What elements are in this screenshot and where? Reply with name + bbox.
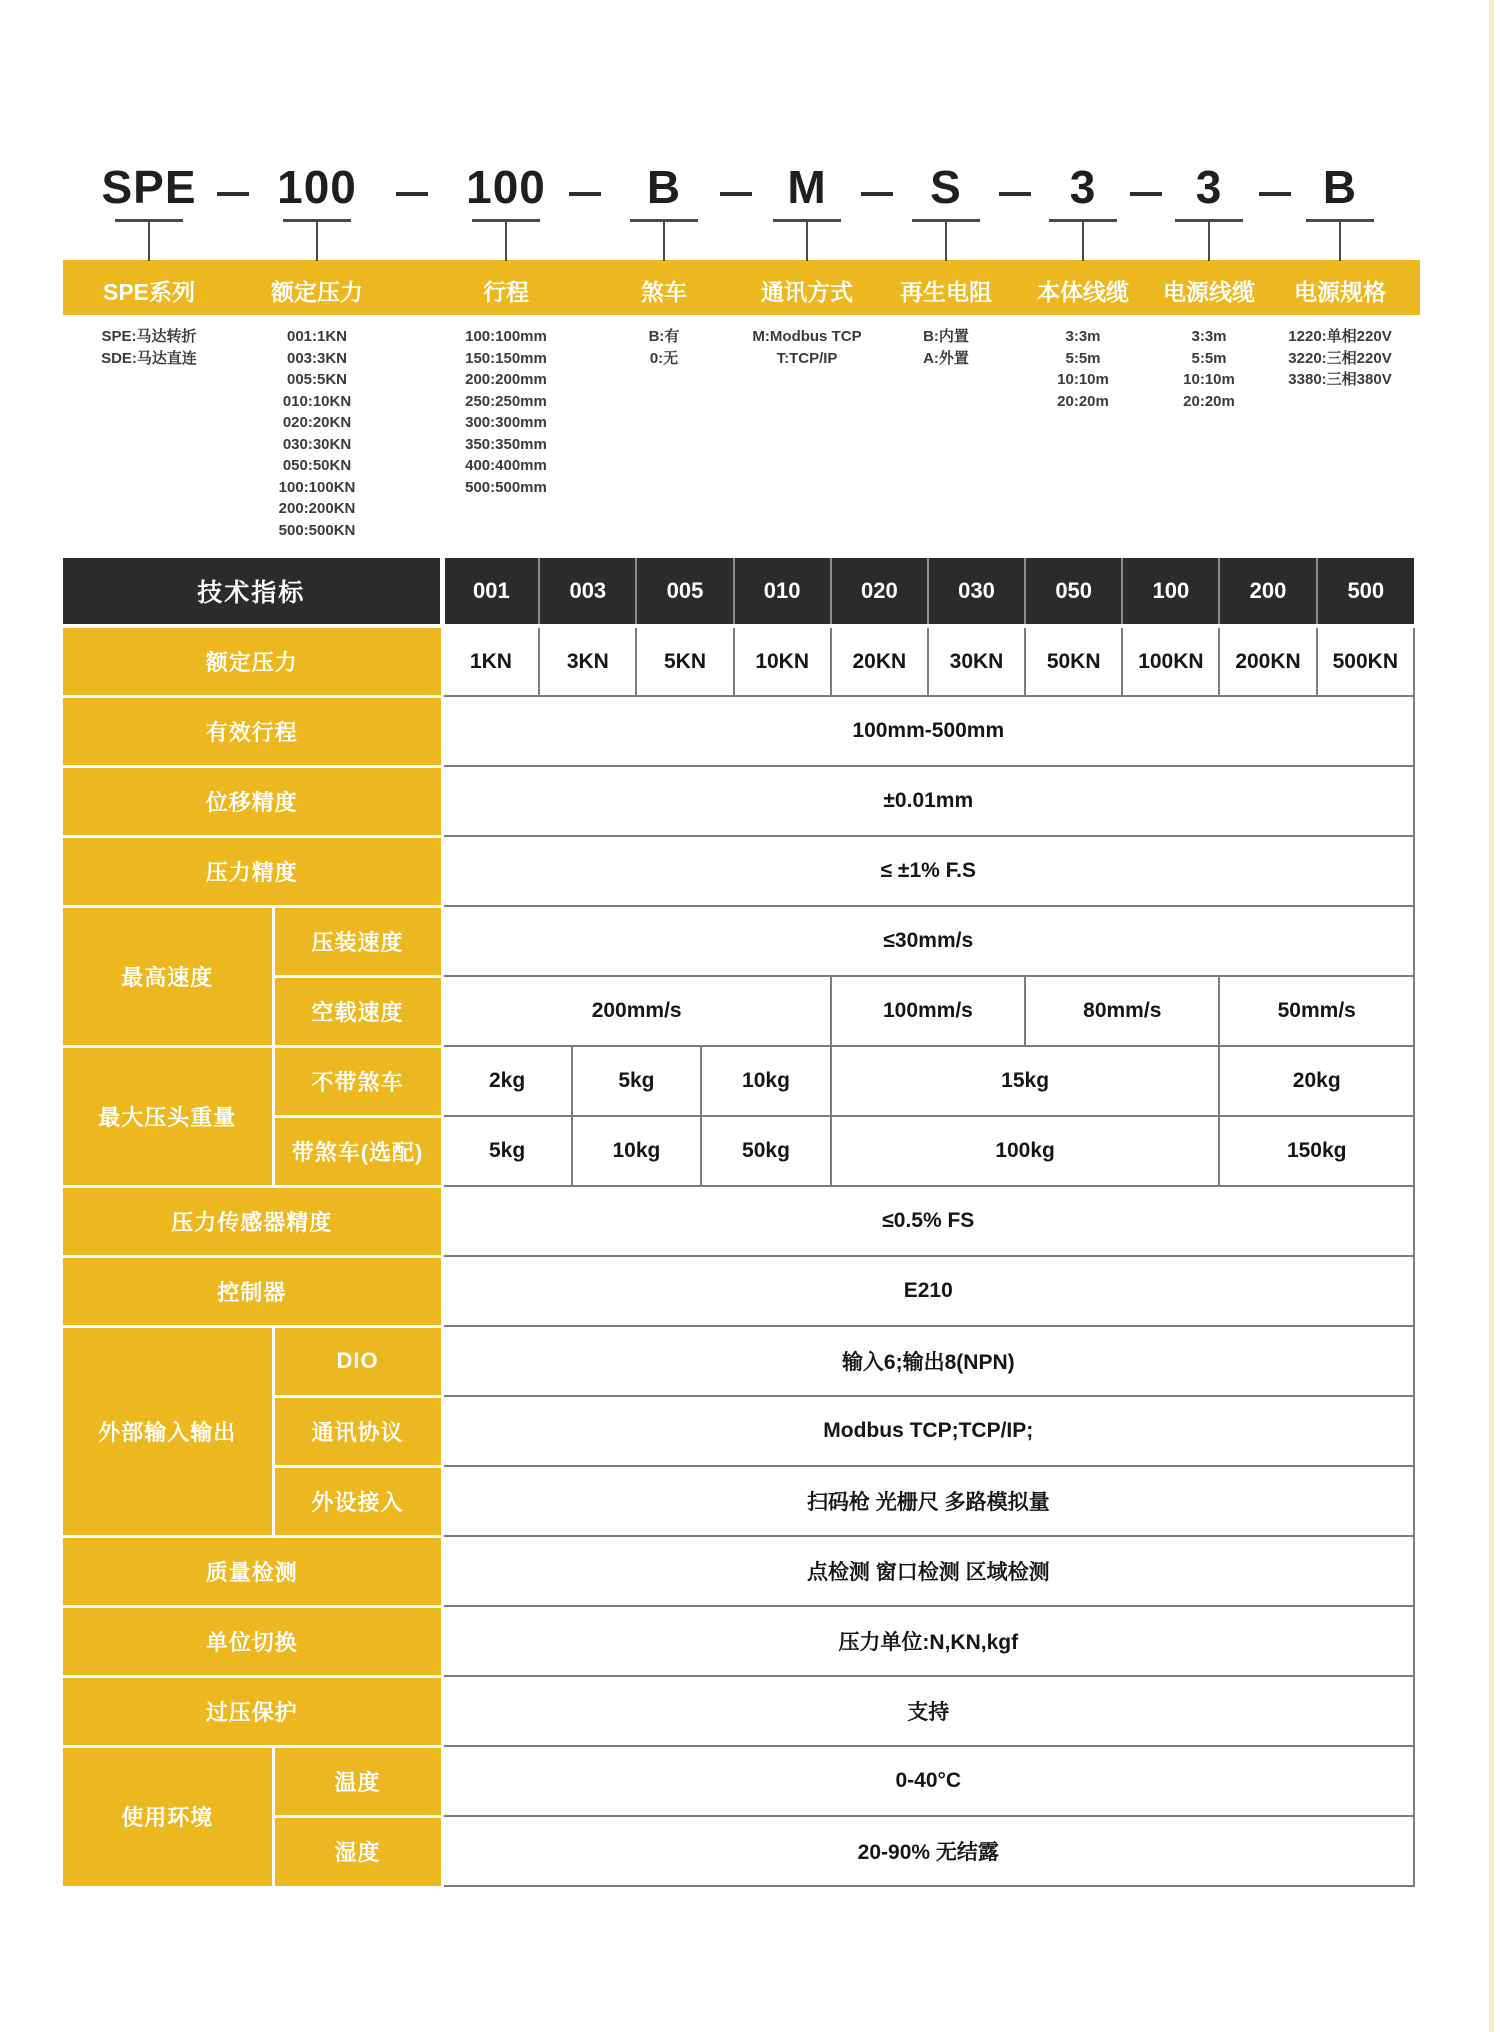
segment-options <box>1235 326 1445 391</box>
spec-value-cell: 输入6;输出8(NPN) <box>442 1326 1414 1396</box>
option-item: 300:300mm <box>465 414 547 431</box>
column-header: 200 <box>1219 558 1316 626</box>
segment-connector <box>148 221 150 261</box>
spec-value-cell: 5kg <box>572 1046 702 1116</box>
spec-value-cell: 20kg <box>1219 1046 1414 1116</box>
option-item: T:TCP/IP <box>776 349 838 367</box>
option-item: 200:200mm <box>465 371 547 388</box>
legend-band-label: 电源线缆 <box>1163 279 1255 305</box>
option-item: B:内置 <box>923 328 969 345</box>
option-item: 003:3KN <box>286 349 348 367</box>
group-label: 最高速度 <box>63 906 273 1046</box>
spec-value-cell: 100kg <box>831 1116 1220 1186</box>
spec-table <box>63 558 1415 1887</box>
column-header: 030 <box>928 558 1025 626</box>
option-item: 1220:单相220V <box>1288 328 1392 345</box>
spec-value-cell: 50KN <box>1025 626 1122 696</box>
segment-connector <box>945 221 947 261</box>
model-code-segment: S <box>930 161 962 213</box>
sub-label: 带煞车(选配) <box>273 1116 442 1186</box>
group-label: 外部输入输出 <box>63 1326 273 1536</box>
segment-connector <box>316 221 318 261</box>
spec-value-cell: 20KN <box>831 626 928 696</box>
spec-value-cell: 支持 <box>442 1676 1414 1746</box>
option-item: B:有 <box>648 328 680 345</box>
legend-band-label: 再生电阻 <box>900 279 992 305</box>
spec-value-cell: ≤ ±1% F.S <box>442 836 1414 906</box>
legend-band-label: SPE系列 <box>102 279 196 305</box>
option-item: M:Modbus TCP <box>752 328 862 345</box>
column-header: 100 <box>1122 558 1219 626</box>
row-label: 压力精度 <box>63 836 442 906</box>
spec-value-cell: ±0.01mm <box>442 766 1414 836</box>
option-item: 10:10m <box>1057 371 1109 388</box>
spec-value-cell: 100mm-500mm <box>442 696 1414 766</box>
option-item: 005:5KN <box>286 371 348 388</box>
legend-band-label: 通讯方式 <box>761 279 853 305</box>
option-item: SPE:马达转折 <box>101 328 197 345</box>
sub-label: 外设接入 <box>273 1466 442 1536</box>
sub-label: 通讯协议 <box>273 1396 442 1466</box>
spec-value-cell: 10kg <box>701 1046 831 1116</box>
segment-connector <box>505 221 507 261</box>
spec-value-cell: 压力单位:N,KN,kgf <box>442 1606 1414 1676</box>
option-item: 5:5m <box>1191 349 1227 367</box>
model-code-segment: 100 <box>466 161 546 213</box>
option-item: 3380:三相380V <box>1288 371 1392 388</box>
segment-options <box>212 326 422 541</box>
option-item: 3220:三相220V <box>1288 349 1392 367</box>
spec-value-cell: 1KN <box>442 626 539 696</box>
segment-connector <box>663 221 665 261</box>
model-code-segment: SPE <box>101 161 197 213</box>
option-item: 200:200KN <box>278 500 356 517</box>
spec-value-cell: 10kg <box>572 1116 702 1186</box>
spec-value-cell: 3KN <box>539 626 636 696</box>
segment-connector <box>1339 221 1341 261</box>
spec-value-cell: 2kg <box>442 1046 572 1116</box>
legend-band-label: 煞车 <box>641 279 687 305</box>
legend-band-label: 行程 <box>483 279 529 305</box>
spec-value-cell: 150kg <box>1219 1116 1414 1186</box>
spec-value-cell: ≤30mm/s <box>442 906 1414 976</box>
spec-value-cell: 80mm/s <box>1025 976 1219 1046</box>
option-item: 010:10KN <box>282 392 352 410</box>
spec-value-cell: 100KN <box>1122 626 1219 696</box>
sub-label: 湿度 <box>273 1816 442 1886</box>
option-item: 001:1KN <box>286 328 348 345</box>
option-item: 3:3m <box>1065 328 1101 345</box>
group-label: 使用环境 <box>63 1746 273 1886</box>
model-code-segment: 3 <box>1195 161 1223 213</box>
option-item: 030:30KN <box>282 435 352 453</box>
option-item: 100:100mm <box>465 328 547 345</box>
spec-value-cell: ≤0.5% FS <box>442 1186 1414 1256</box>
option-item: 20:20m <box>1057 392 1109 410</box>
spec-value-cell: 30KN <box>928 626 1025 696</box>
column-header: 050 <box>1025 558 1122 626</box>
sub-label: 压装速度 <box>273 906 442 976</box>
spec-value-cell: 50mm/s <box>1219 976 1414 1046</box>
page-edge-stripe <box>1489 0 1494 2032</box>
segment-connector <box>1082 221 1084 261</box>
column-header: 003 <box>539 558 636 626</box>
legend-band-label: 额定压力 <box>271 279 363 305</box>
spec-value-cell: 0-40°C <box>442 1746 1414 1816</box>
model-code-segment: B <box>1322 161 1358 213</box>
column-header: 010 <box>734 558 831 626</box>
row-label: 控制器 <box>63 1256 442 1326</box>
option-item: 0:无 <box>649 349 679 367</box>
spec-value-cell: 5KN <box>636 626 733 696</box>
row-label: 压力传感器精度 <box>63 1186 442 1256</box>
spec-value-cell: E210 <box>442 1256 1414 1326</box>
spec-value-cell: 10KN <box>734 626 831 696</box>
spec-value-cell: 100mm/s <box>831 976 1025 1046</box>
spec-value-cell: 50kg <box>701 1116 831 1186</box>
option-item: 5:5m <box>1065 349 1101 367</box>
model-code-segment: B <box>646 161 682 213</box>
group-label: 最大压头重量 <box>63 1046 273 1186</box>
model-code-segment: M <box>787 161 827 213</box>
option-item: 400:400mm <box>465 457 547 474</box>
legend-band-label: 本体线缆 <box>1037 279 1129 305</box>
sub-label: 空载速度 <box>273 976 442 1046</box>
spec-value-cell: 点检测 窗口检测 区域检测 <box>442 1536 1414 1606</box>
option-item: 350:350mm <box>465 435 547 453</box>
column-header: 005 <box>636 558 733 626</box>
row-label: 单位切换 <box>63 1606 442 1676</box>
row-label: 位移精度 <box>63 766 442 836</box>
model-code-segment: 3 <box>1069 161 1097 213</box>
spec-value-cell: 20-90% 无结露 <box>442 1816 1414 1886</box>
table-title: 技术指标 <box>63 558 442 626</box>
spec-value-cell: 15kg <box>831 1046 1220 1116</box>
row-label: 质量检测 <box>63 1536 442 1606</box>
option-item: 3:3m <box>1191 328 1227 345</box>
spec-value-cell: 500KN <box>1317 626 1414 696</box>
column-header: 500 <box>1317 558 1414 626</box>
option-item: 020:20KN <box>282 414 352 431</box>
option-item: 050:50KN <box>282 457 352 474</box>
segment-connector <box>1208 221 1210 261</box>
legend-band-label: 电源规格 <box>1294 279 1386 305</box>
sub-label: DIO <box>273 1326 442 1396</box>
option-item: 10:10m <box>1183 371 1235 388</box>
row-label: 过压保护 <box>63 1676 442 1746</box>
option-item: 250:250mm <box>465 392 547 410</box>
model-coding-diagram <box>0 0 1500 560</box>
option-item: A:外置 <box>923 349 969 367</box>
spec-value-cell: 200KN <box>1219 626 1316 696</box>
sub-label: 不带煞车 <box>273 1046 442 1116</box>
column-header: 020 <box>831 558 928 626</box>
spec-value-cell: 200mm/s <box>442 976 831 1046</box>
option-item: SDE:马达直连 <box>101 349 197 367</box>
option-item: 100:100KN <box>278 478 356 496</box>
spec-value-cell: 扫码枪 光栅尺 多路模拟量 <box>442 1466 1414 1536</box>
column-header: 001 <box>442 558 539 626</box>
sub-label: 温度 <box>273 1746 442 1816</box>
spec-value-cell: 5kg <box>442 1116 572 1186</box>
row-label: 有效行程 <box>63 696 442 766</box>
model-code-segment: 100 <box>277 161 357 213</box>
option-item: 500:500KN <box>278 521 356 539</box>
segment-connector <box>806 221 808 261</box>
option-item: 150:150mm <box>465 349 547 367</box>
option-item: 500:500mm <box>465 478 547 496</box>
option-item: 20:20m <box>1183 392 1235 410</box>
row-label: 额定压力 <box>63 626 442 696</box>
spec-value-cell: Modbus TCP;TCP/IP; <box>442 1396 1414 1466</box>
